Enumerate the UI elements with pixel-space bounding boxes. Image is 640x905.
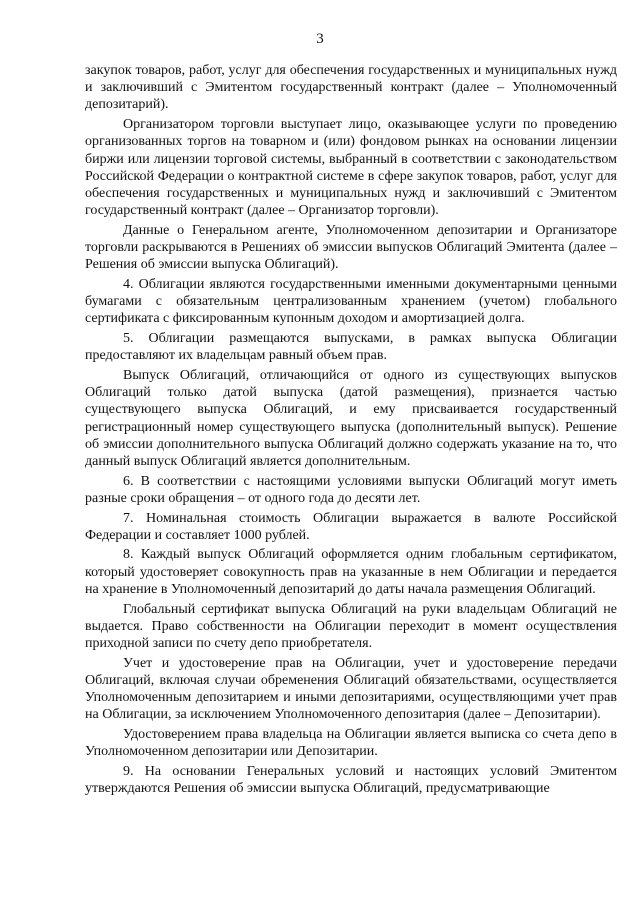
- paragraph-global-certificate: Глобальный сертификат выпуска Облигаций на руки владельцам Облигаций не выдается. Право собственности на Облигации переходит в момент осуществления приходной записи по счету депо приобретателя.: [85, 601, 617, 651]
- paragraph-disclosure: Данные о Генеральном агенте, Уполномоченном депозитарии и Организаторе торговли раскрываются в Решениях об эмиссии выпусков Облигаций Эмитента (далее – Решения об эмиссии выпуска Облигаций).: [85, 222, 617, 273]
- paragraph-item-9: 9. На основании Генеральных условий и настоящих условий Эмитентом утверждаются Решения об эмиссии выпуска Облигаций, предусматривающие: [85, 763, 617, 797]
- paragraph-ownership-proof: Удостоверением права владельца на Облигации является выписка со счета депо в Уполномоченном депозитарии или Депозитарии.: [85, 727, 617, 760]
- paragraph-item-7: 7. Номинальная стоимость Облигации выражается в валюте Российской Федерации и составляет 1000 рублей.: [85, 510, 617, 543]
- paragraph-rights-accounting: Учет и удостоверение прав на Облигации, учет и удостоверение передачи Облигаций, включая случаи обременения Облигаций обязательствами, осуществляется Уполномоченным депозитарием и иными депозитариями, осуществляющими учет прав на Облигации, за исключением Уполномоченного депозитария (далее – Депозитарии).: [85, 655, 617, 723]
- paragraph-item-5: 5. Облигации размещаются выпусками, в рамках выпуска Облигации предоставляют их владельцам равный объем прав.: [85, 331, 617, 364]
- page-number: 3: [316, 31, 324, 47]
- document-body: [85, 62, 617, 800]
- paragraph-continuation: закупок товаров, работ, услуг для обеспечения государственных и муниципальных нужд и заключивший с Эмитентом государственный контракт (далее – Уполномоченный депозитарий).: [85, 63, 617, 113]
- paragraph-additional-issue: Выпуск Облигаций, отличающийся от одного из существующих выпусков Облигаций только датой выпуска (датой размещения), признается частью существующего выпуска Облигаций, и ему присваивается государственный регистрационный номер существующего выпуска (дополнительный выпуск). Решение об эмиссии дополнительного выпуска Облигаций должно содержать указание на то, что данный выпуск Облигаций является дополнительным.: [85, 367, 617, 469]
- paragraph-item-4: 4. Облигации являются государственными именными документарными ценными бумагами с обязательным централизованным хранением (учетом) глобального сертификата с фиксированным купонным доходом и амортизацией долга.: [85, 276, 617, 327]
- paragraph-trade-organizer: Организатором торговли выступает лицо, оказывающее услуги по проведению организованных торгов на товарном и (или) фондовом рынках на основании лицензии биржи или лицензии торговой системы, выбранный в соответствии с законодательством Российской Федерации о контрактной системе в сфере закупок товаров, работ, услуг для обеспечения государственных и муниципальных нужд и заключивший с Эмитентом государственный контракт (далее – Организатор торговли).: [85, 117, 617, 219]
- paragraph-item-6: 6. В соответствии с настоящими условиями выпуски Облигаций могут иметь разные сроки обращения – от одного года до десяти лет.: [85, 473, 617, 506]
- paragraph-item-8: 8. Каждый выпуск Облигаций оформляется одним глобальным сертификатом, который удостоверяет совокупность прав на указанные в нем Облигации и передается на хранение в Уполномоченный депозитарий до даты начала размещения Облигаций.: [85, 547, 617, 597]
